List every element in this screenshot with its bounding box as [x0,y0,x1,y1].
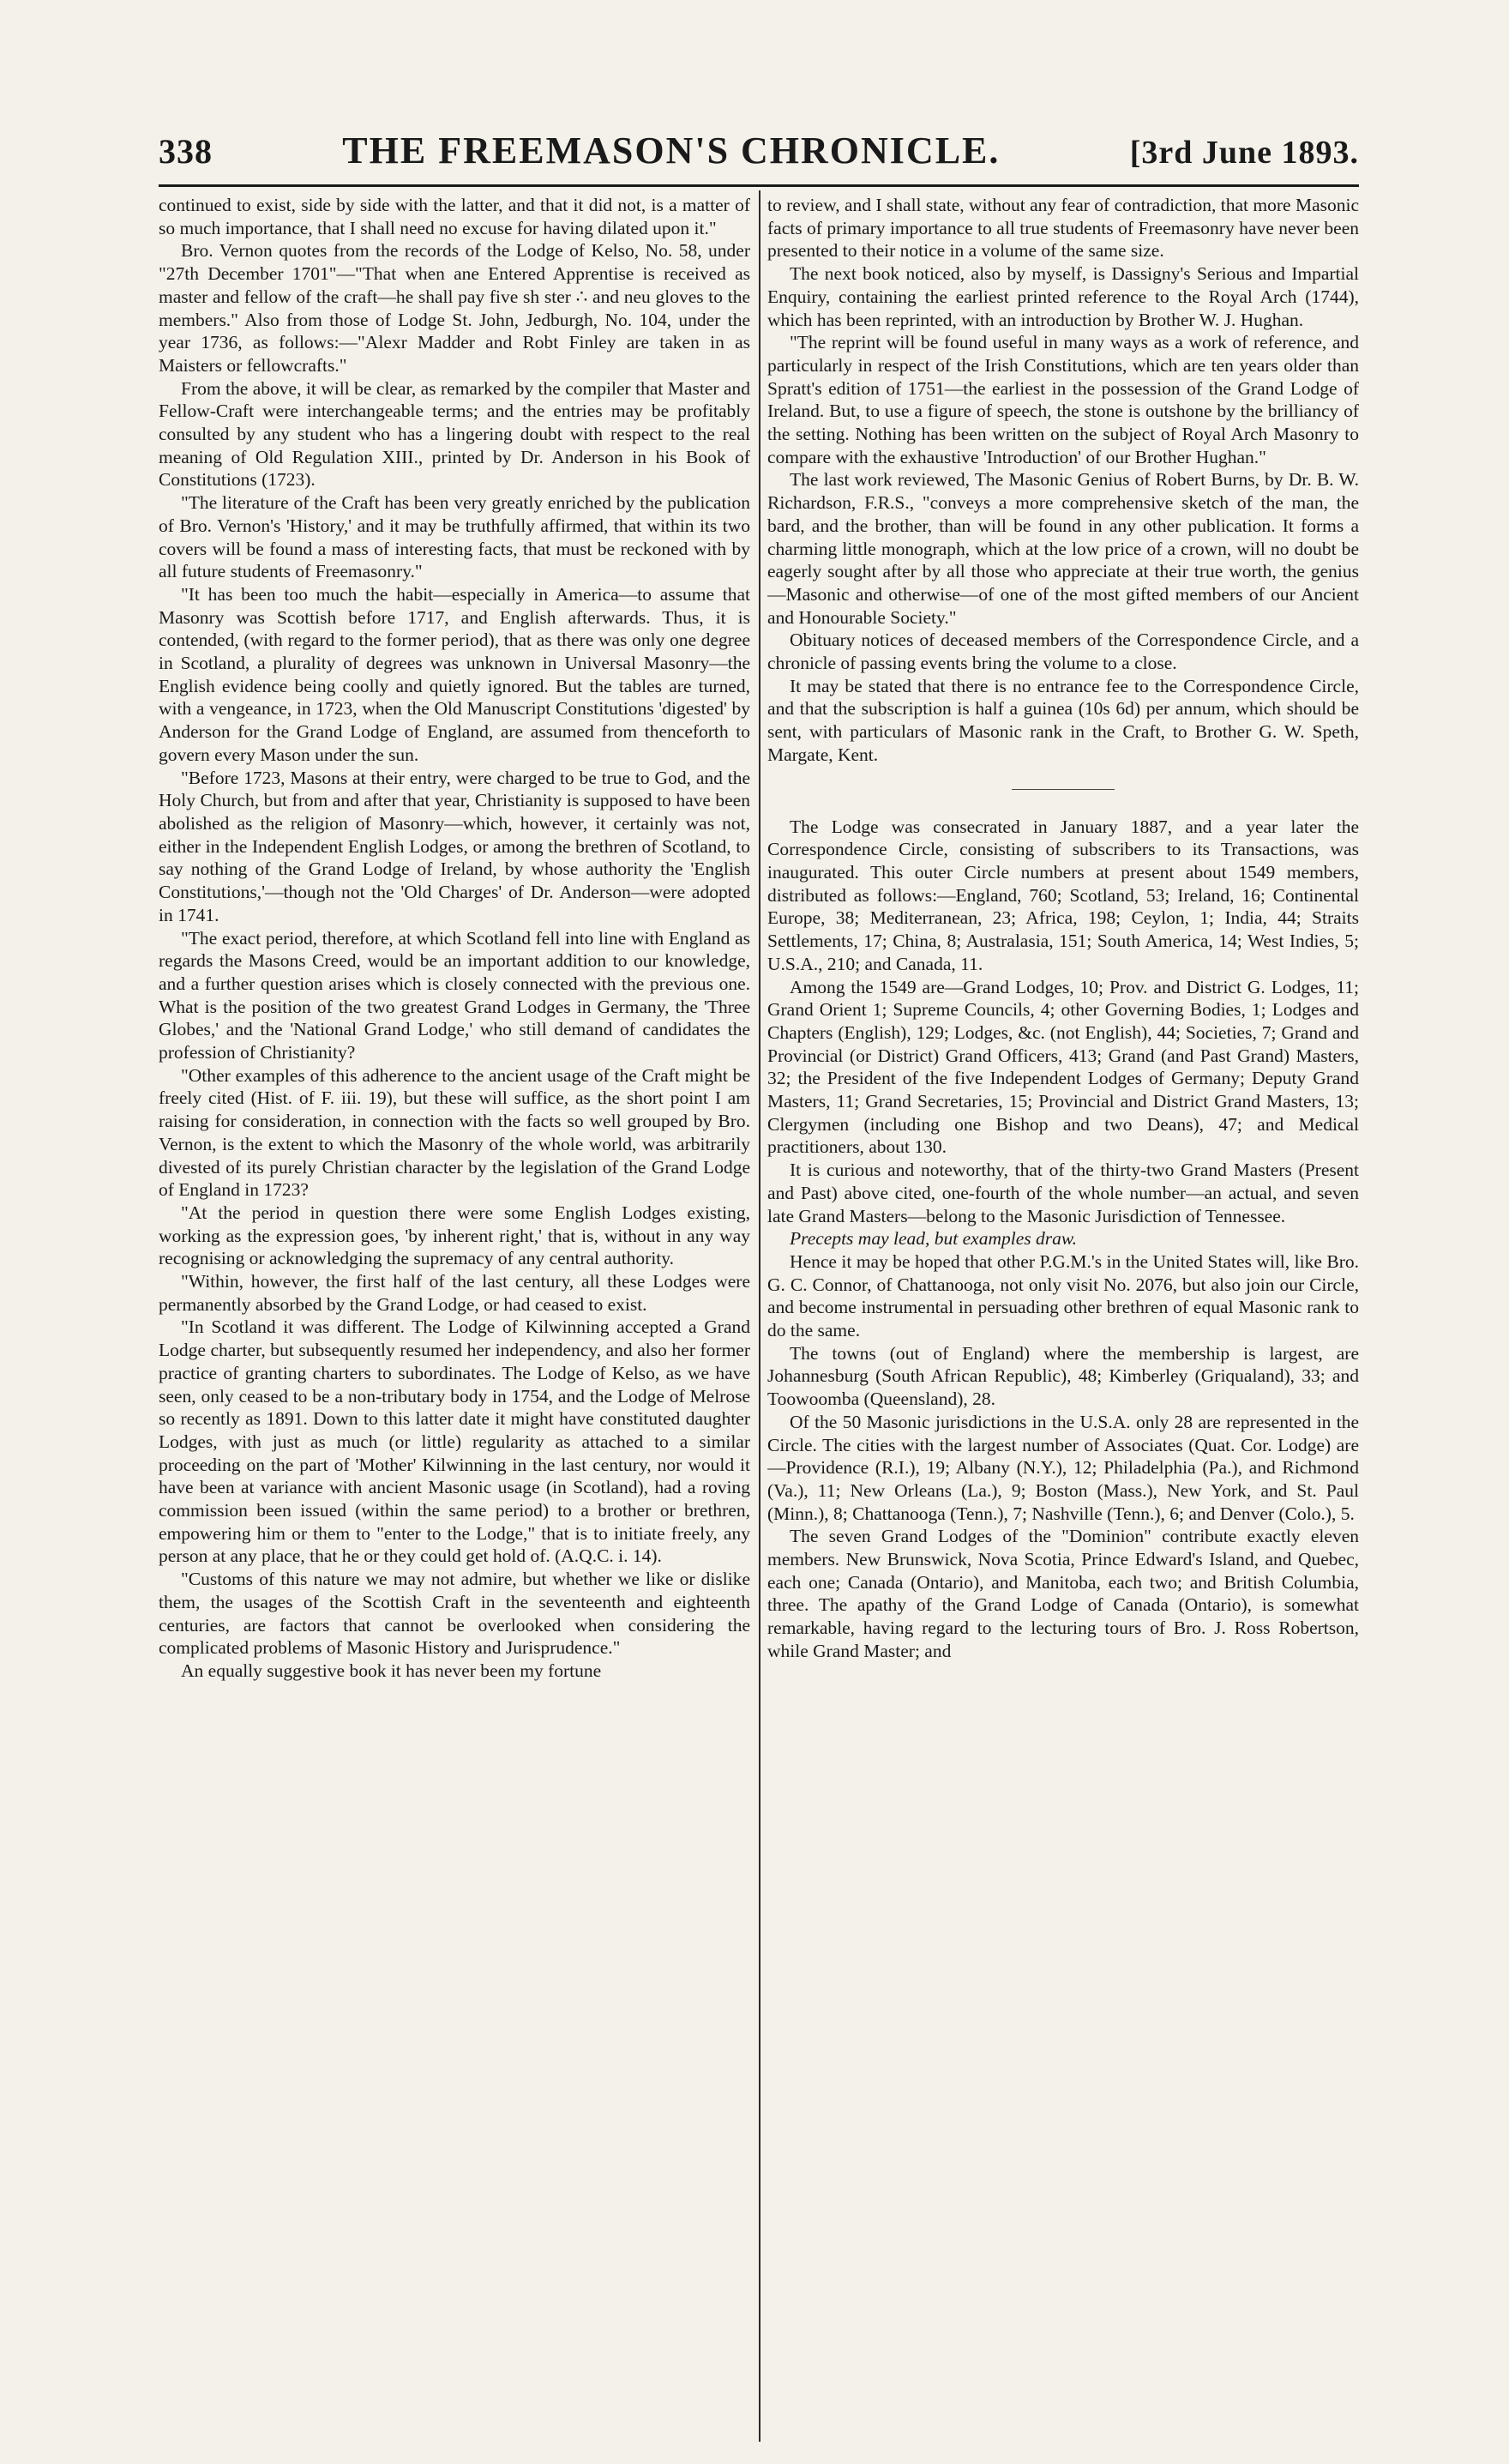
paragraph: Among the 1549 are—Grand Lodges, 10; Prov. and District G. Lodges, 11; Grand Orient 1; Supreme Councils, 4; other Governing Bodies, 1; Lodges and Chapters (English), 129; Lodges, &c. (not English), 44; Societies, 7; Grand and Provincial (or District) Grand Officers, 413; Grand (and Past Grand) Masters, 32; the President of the five Independent Lodges of Germany; Deputy Grand Masters, 11; Grand Secretaries, 15; Provincial and District Grand Masters, 13; Clergymen (including one Bishop and two Deans), 47; and Medical practitioners, about 130. [767,976,1359,1158]
paragraph: "Customs of this nature we may not admire, but whether we like or dislike them, the usages of the Scottish Craft in the seventeenth and eighteenth centuries, are factors that cannot be overlooked when considering the complicated problems of Masonic History and Jurisprudence." [159,1569,750,1659]
paragraph: It is curious and noteworthy, that of the thirty-two Grand Masters (Present and Past) above cited, one-fourth of the whole number—an actual, and seven late Grand Masters—belong to the Masonic Jurisdiction of Tennessee. [767,1160,1359,1226]
paragraph: "Before 1723, Masons at their entry, were charged to be true to God, and the Holy Church, but from and after that year, Christianity is supposed to have been abolished as the religion of Masonry—which, however, it certainly was not, either in the Independent English Lodges, or among the brethren of Scotland, to say nothing of the Grand Lodge of Ireland, by whose authority the 'English Constitutions,'—though not the 'Old Charges' of Dr. Anderson—were adopted in 1741. [159,767,750,925]
paragraph: "At the period in question there were some English Lodges existing, working as the expression goes, 'by inherent right,' that is, without in any way recognising or acknowledging the supremacy of any central authority. [159,1202,750,1269]
paragraph: Hence it may be hoped that other P.G.M.'s in the United States will, like Bro. G. C. Connor, of Chattanooga, not only visit No. 2076, but also join our Circle, and become instrumental in persuading other brethren of equal Masonic rank to do the same. [767,1250,1359,1341]
paragraph: The last work reviewed, The Masonic Genius of Robert Burns, by Dr. B. W. Richardson, F.R.S., "conveys a more comprehensive sketch of the man, the bard, and the brother, than will be found in any other publication. It forms a charming little monograph, which at the low price of a crown, will no doubt be eagerly sought after by all those who appreciate at their true worth, the genius—Masonic and otherwise—of one of the most gifted members of our Ancient and Honourable Society." [767,469,1359,628]
paragraph: From the above, it will be clear, as remarked by the compiler that Master and Fellow-Craft were interchangeable terms; and the entries may be profitably consulted by any student who has a lingering doubt with respect to the real meaning of Old Regulation XIII., printed by Dr. Anderson in his Book of Constitutions (1723). [159,377,750,491]
paragraph: The next book noticed, also by myself, is Dassigny's Serious and Impartial Enquiry, containing the earliest printed reference to the Royal Arch (1744), which has been reprinted, with an introduction by Brother W. J. Hughan. [767,263,1359,330]
paragraph: "The exact period, therefore, at which Scotland fell into line with England as regards the Masons Creed, would be an important addition to our knowledge, and a further question arises which is closely connected with the previous one. What is the position of the two greatest Grand Lodges in Germany, the 'Three Globes,' and the 'National Grand Lodge,' who still demand of candidates the profession of Christianity? [159,927,750,1063]
paragraph: The Lodge was consecrated in January 1887, and a year later the Correspondence Circle, consisting of subscribers to its Transactions, was inaugurated. This outer Circle numbers at present about 1549 members, distributed as follows:—England, 760; Scotland, 53; Ireland, 16; Continental Europe, 38; Mediterranean, 23; Africa, 198; Ceylon, 1; India, 44; Straits Settlements, 17; China, 8; Australasia, 151; South America, 14; West Indies, 5; U.S.A., 210; and Canada, 11. [767,816,1359,974]
right-column [767,194,1359,2441]
header-rule [159,184,1359,187]
paragraph: continued to exist, side by side with the latter, and that it did not, is a matter of so much importance, that I shall need no excuse for having dilated upon it." [159,195,750,238]
page-header [159,129,1359,180]
paragraph: "Within, however, the first half of the last century, all these Lodges were permanently absorbed by the Grand Lodge, or had ceased to exist. [159,1271,750,1315]
masthead-title: THE FREEMASON'S CHRONICLE. [342,130,1001,172]
paragraph: It may be stated that there is no entrance fee to the Correspondence Circle, and that the subscription is half a guinea (10s 6d) per annum, which should be sent, with particulars of Masonic rank in the Craft, to Brother G. W. Speth, Margate, Kent. [767,675,1359,765]
paragraph-italic: Precepts may lead, but examples draw. [790,1228,1077,1250]
paragraph: "The reprint will be found useful in many ways as a work of reference, and particularly in respect of the Irish Constitutions, which are ten years older than Spratt's edition of 1751—the earliest in the possession of the Grand Lodge of Ireland. But, to use a figure of speech, the stone is outshone by the brilliancy of the setting. Nothing has been written on the subject of Royal Arch Masonry to compare with the exhaustive 'Introduction' of our Brother Hughan." [767,332,1359,467]
paragraph: An equally suggestive book it has never been my fortune [181,1660,602,1681]
paragraph: Of the 50 Masonic jurisdictions in the U.S.A. only 28 are represented in the Circle. The cities with the largest number of Associates (Quat. Cor. Lodge) are—Providence (R.I.), 19; Albany (N.Y.), 12; Philadelphia (Pa.), and Richmond (Va.), 11; New Orleans (La.), 9; Boston (Mass.), New York, and St. Paul (Minn.), 8; Chattanooga (Tenn.), 7; Nashville (Tenn.), 6; and Denver (Colo.), 5. [767,1411,1359,1524]
paragraph: "In Scotland it was different. The Lodge of Kilwinning accepted a Grand Lodge charter, but subsequently resumed her independency, and also her former practice of granting charters to subordinates. The Lodge of Kelso, as we have seen, only ceased to be a non-tributary body in 1754, and the Lodge of Melrose so recently as 1891. Down to this latter date it might have constituted daughter Lodges, with just as much (or little) regularity as attached to a similar proceeding on the part of 'Mother' Kilwinning in the last century, nor would it have been at variance with ancient Masonic usage (in Scotland), had a roving commission been issued (within the same period) to a brother or brethren, empowering him or them to "enter to the Lodge," that is to initiate freely, any person at any place, that he or they could get hold of. (A.Q.C. i. 14). [159,1316,750,1567]
paragraph: The towns (out of England) where the membership is largest, are Johannesburg (South African Republic), 48; Kimberley (Griqualand), 33; and Toowoomba (Queensland), 28. [767,1342,1359,1410]
left-column [159,194,750,2441]
page-number: 338 [159,132,213,171]
issue-date: [3rd June 1893. [1129,135,1359,171]
paragraph: "The literature of the Craft has been very greatly enriched by the publication of Bro. Vernon's 'History,' and it may be truthfully affirmed, that within its two covers will be found a mass of interesting facts, that must be reckoned with by all future students of Freemasonry." [159,492,750,582]
paragraph: Obituary notices of deceased members of the Correspondence Circle, and a chronicle of passing events bring the volume to a close. [767,630,1359,674]
paragraph: Bro. Vernon quotes from the records of the Lodge of Kelso, No. 58, under "27th December 1701"—"That when ane Entered Apprentise is received as master and fellow of the craft—he shall pay five sh ster ∴ and neu gloves to the members." Also from those of Lodge St. John, Jedburgh, No. 104, under the year 1736, as follows:—"Alexr Madder and Robt Finley are taken in as Maisters or fellowcrafts." [159,240,750,376]
column-divider [759,190,761,2442]
paragraph: "It has been too much the habit—especially in America—to assume that Masonry was Scottish before 1717, and English afterwards. Thus, it is contended, (with regard to the former period), that as there was only one degree in Scotland, a plurality of degrees was unknown in Universal Masonry—the English evidence being coolly and quietly ignored. But the tables are turned, with a vengeance, in 1723, when the Old Manuscript Constitutions 'digested' by Anderson for the Grand Lodge of England, are assumed from thenceforth to govern every Mason under the sun. [159,583,750,765]
paragraph: to review, and I shall state, without any fear of contradiction, that more Masonic facts of primary importance to all true students of Freemasonry have never been presented to their notice in a volume of the same size. [767,195,1359,262]
section-divider [1012,789,1115,790]
paragraph: "Other examples of this adherence to the ancient usage of the Craft might be freely cited (Hist. of F. iii. 19), but these will suffice, as the short point I am raising for consideration, in connection with the facts so well grouped by Bro. Vernon, is the extent to which the Masonry of the whole world, was arbitrarily divested of its purely Christian character by the legislation of the Grand Lodge of England in 1723? [159,1064,750,1201]
paragraph: The seven Grand Lodges of the "Dominion" contribute exactly eleven members. New Brunswick, Nova Scotia, Prince Edward's Island, and Quebec, each one; Canada (Ontario), and Manitoba, each two; and British Columbia, three. The apathy of the Grand Lodge of Canada (Ontario), is somewhat remarkable, having regard to the lecturing tours of Bro. J. Ross Robertson, while Grand Master; and [767,1526,1359,1661]
